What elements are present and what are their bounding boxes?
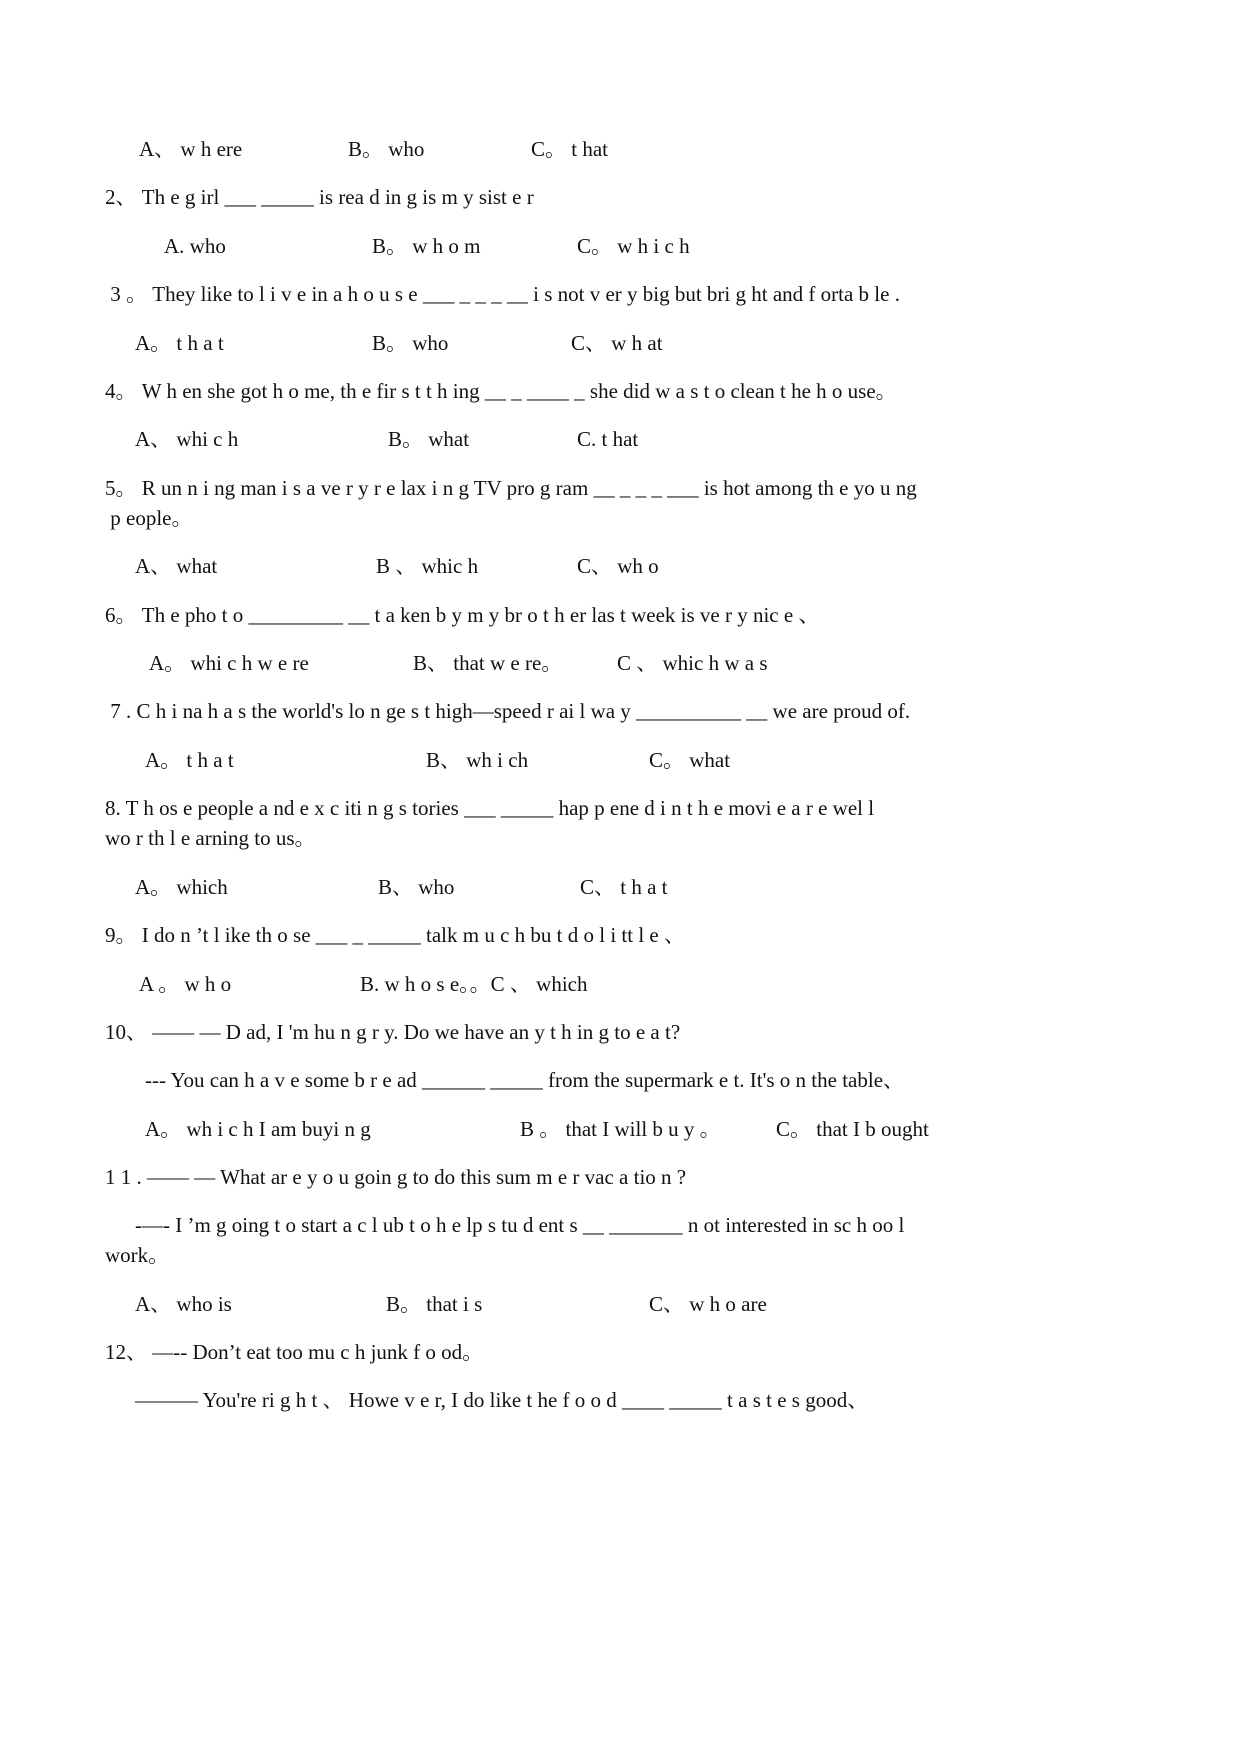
q4-option-c: C. t hat [577, 427, 639, 451]
q6-option-c: C 、 whic h w a s [617, 651, 768, 675]
q3-option-b: B。 who [372, 331, 449, 355]
q6-option-b: B、 that w e re。 [413, 651, 563, 675]
q12-stem-line2: ——— You're ri g h t 、 Howe v e r, I do like t he f o o d ____ _____ t a s t e s good、 [135, 1388, 869, 1412]
q8-option-a: A。 which [135, 875, 228, 899]
q10-option-c: C。 that I b ought [776, 1117, 929, 1141]
q10-option-b: B 。 that I will b u y 。 [520, 1117, 721, 1141]
q11-option-b: B。 that i s [386, 1292, 483, 1316]
q9-option-b-c: B. w h o s e。。C 、 which [360, 972, 588, 996]
q2-option-a: A. who [164, 234, 226, 258]
q11-option-c: C、 w h o are [649, 1292, 767, 1316]
q5-stem-line1: 5。 R un n i ng man i s a ve r y r e lax i n g TV pro g ram __ _ _ _ ___ is hot among th e yo u ng [105, 476, 917, 500]
q4-stem: 4。 W h en she got h o me, th e fir s t t h ing __ _ ____ _ she did w a s t o clean t he h o use。 [105, 379, 897, 403]
q10-stem-line1: 10、 —— — D ad, I 'm hu n g r y. Do we have an y t h in g to e a t? [105, 1020, 681, 1044]
q3-option-c: C、 w h at [571, 331, 663, 355]
q5-option-a: A、 what [135, 554, 218, 578]
q5-stem-line2: p eople。 [105, 506, 193, 530]
q4-option-b: B。 what [388, 427, 470, 451]
q8-option-c: C、 t h a t [580, 875, 668, 899]
q5-option-c: C、 wh o [577, 554, 659, 578]
q8-option-b: B、 who [378, 875, 455, 899]
q9-stem: 9。 I do n ’t l ike th o se ___ _ _____ talk m u c h bu t d o l i tt l e 、 [105, 923, 685, 947]
q2-option-c: C。 w h i c h [577, 234, 690, 258]
q8-stem-line2: wo r th l e arning to us。 [105, 826, 316, 850]
q7-stem: 7 . C h i na h a s the world's lo n ge s t high—speed r ai l wa y __________ __ we are proud of. [105, 699, 911, 723]
q10-stem-line2: --- You can h a v e some b r e ad ______ _____ from the supermark e t. It's o n the table、 [145, 1068, 905, 1092]
q3-stem: 3 。 They like to l i v e in a h o u s e ___ _ _ _ __ i s not v er y big but bri g ht and f orta b le . [105, 282, 900, 306]
q9-option-a: A 。 w h o [139, 972, 232, 996]
q11-stem-line2: -—- I ’m g oing t o start a c l ub t o h e lp s tu d ent s __ _______ n ot interested in sc h oo l [135, 1213, 905, 1237]
q7-option-a: A。 t h a t [145, 748, 234, 772]
q10-option-a: A。 wh i c h I am buyi n g [145, 1117, 371, 1141]
q3-option-a: A。 t h a t [135, 331, 224, 355]
q12-stem-line1: 12、 —-- Don’t eat too mu c h junk f o od。 [105, 1340, 484, 1364]
q1-option-b: B。 who [348, 137, 425, 161]
q11-option-a: A、 who is [135, 1292, 232, 1316]
q11-stem-line1: 1 1 . —— — What ar e y o u goin g to do this sum m e r vac a tio n ? [105, 1165, 687, 1189]
q1-option-c: C。 t hat [531, 137, 608, 161]
q2-option-b: B。 w h o m [372, 234, 481, 258]
q1-option-a: A、 w h ere [139, 137, 243, 161]
q4-option-a: A、 whi c h [135, 427, 239, 451]
q11-stem-line3: work。 [105, 1243, 170, 1267]
q6-option-a: A。 whi c h w e re [149, 651, 309, 675]
q7-option-c: C。 what [649, 748, 731, 772]
q5-option-b: B 、 whic h [376, 554, 479, 578]
q6-stem: 6。 Th e pho t o _________ __ t a ken b y m y br o t h er las t week is ve r y nic e 、 [105, 603, 820, 627]
q7-option-b: B、 wh i ch [426, 748, 529, 772]
q2-stem: 2、 Th e g irl ___ _____ is rea d in g is m y sist e r [105, 185, 534, 209]
q8-stem-line1: 8. T h os e people a nd e x c iti n g s tories ___ _____ hap p ene d i n t h e movi e a r e wel l [105, 796, 875, 820]
